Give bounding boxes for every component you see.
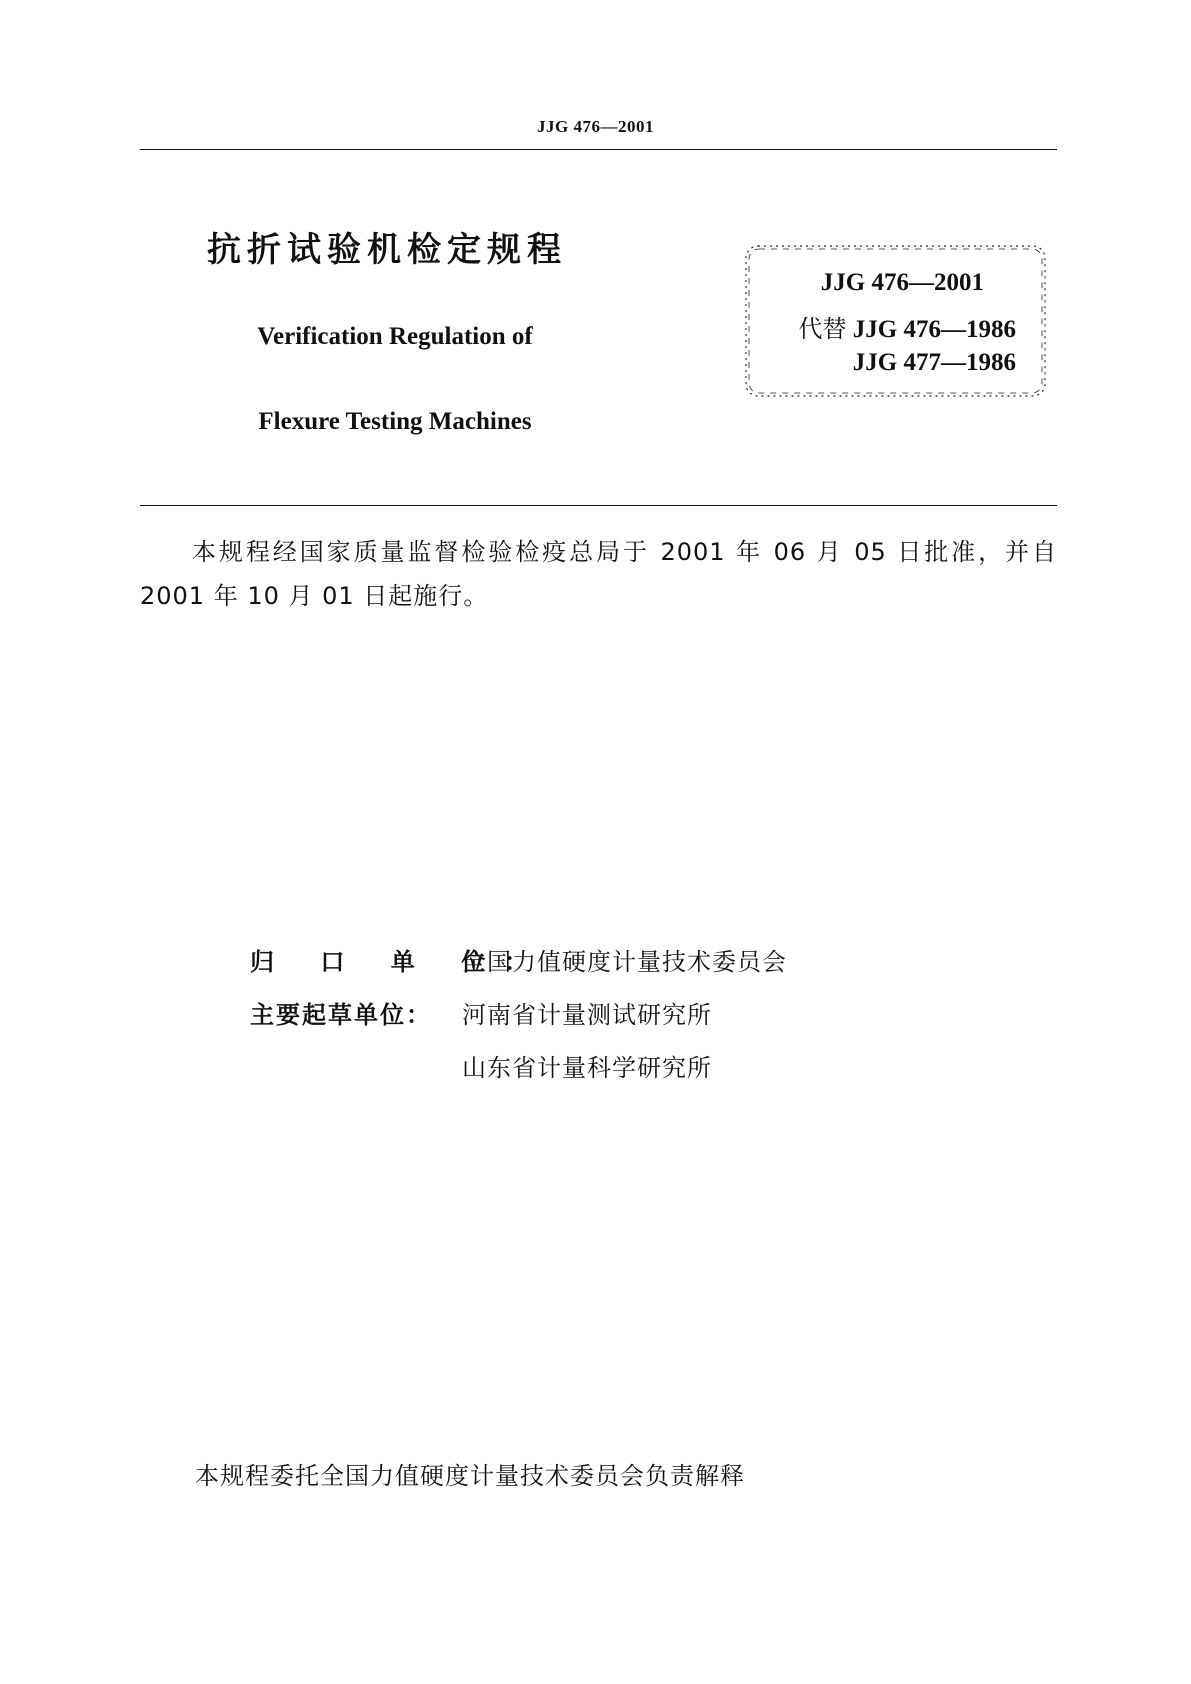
replaces-label: 代替: [798, 315, 847, 343]
title-chinese: 抗折试验机检定规程: [207, 230, 567, 270]
replaced-code-2: JJG 477—1986: [852, 349, 1016, 376]
title-english-line-2: Flexure Testing Machines: [258, 408, 532, 435]
standard-code: JJG 476—2001: [820, 269, 984, 296]
replaced-code-1: JJG 476—1986: [852, 316, 1016, 343]
header-standard-code: JJG 476—2001: [537, 117, 654, 136]
responsible-unit-row: [250, 942, 787, 977]
replaces-line-1: [799, 309, 1016, 344]
drafting-unit-row-2: [250, 1048, 712, 1083]
approval-statement: 本规程经国家质量监督检验检疫总局于 2001 年 06 月 05 日批准，并自 2001 年 10 月 01 日起施行。: [140, 538, 1057, 610]
responsible-unit-value: 全国力值硬度计量技术委员会: [462, 948, 787, 976]
responsible-unit-label: 归 口 单 位：: [250, 948, 548, 976]
standard-code-box: [743, 243, 1048, 399]
interpretation-note: 本规程委托全国力值硬度计量技术委员会负责解释: [195, 1462, 745, 1490]
drafting-unit-value-1: 河南省计量测试研究所: [462, 1001, 712, 1029]
drafting-unit-row: [250, 995, 712, 1030]
title-divider: [140, 505, 1057, 506]
drafting-unit-label: 主要起草单位：: [250, 1001, 432, 1029]
drafting-unit-value-2: 山东省计量科学研究所: [462, 1054, 712, 1082]
title-english-line-1: Verification Regulation of: [257, 323, 533, 350]
header-divider: [140, 149, 1057, 150]
